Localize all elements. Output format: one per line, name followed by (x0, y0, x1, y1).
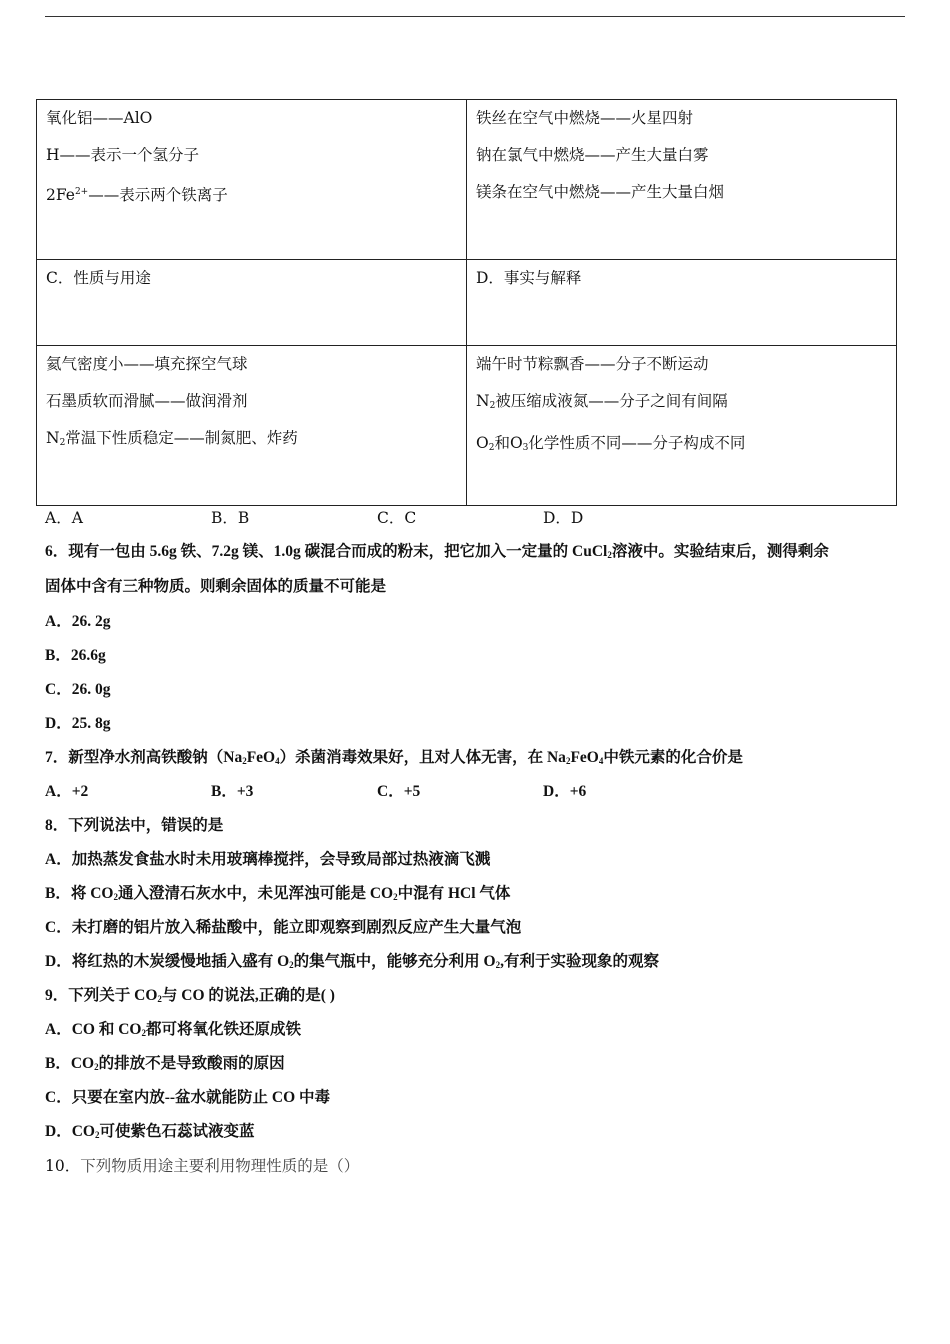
cell-c-header: C．性质与用途 (37, 260, 467, 346)
q6-option-c[interactable]: C．26. 0g (45, 681, 111, 698)
question-5-table (36, 99, 897, 506)
q7-option-b[interactable]: B．+3 (211, 783, 254, 800)
q6-stem-line1: 6．现有一包由 5.6g 铁、7.2g 镁、1.0g 碳混合而成的粉末，把它加入一定量的 CuCl$_2$溶液中。实验结束后，测得剩余 (45, 543, 829, 560)
cell-d-explanations: 端午时节粽飘香——分子不断运动 $N_2$被压缩成液氮——分子之间有间隔 $O_2$和$O_3$化学性质不同——分子构成不同 (467, 346, 897, 506)
q9-option-a[interactable]: A．CO 和 $CO_2$都可将氧化铁还原成铁 (45, 1021, 301, 1038)
option-a[interactable]: A．A (45, 509, 83, 527)
option-d[interactable]: D．D (543, 509, 584, 527)
q9-option-c[interactable]: C．只要在室内放--盆水就能防止 CO 中毒 (45, 1089, 331, 1106)
q8-option-d[interactable]: D．将红热的木炭缓慢地插入盛有 $O_2$的集气瓶中，能够充分利用 $O_2$,有利于实验现象的观察 (45, 953, 659, 970)
cell-b-phenomena: 铁丝在空气中燃烧——火星四射 钠在氯气中燃烧——产生大量白雾 镁条在空气中燃烧——产生大量白烟 (467, 100, 897, 260)
q6-option-b[interactable]: B．26.6g (45, 647, 106, 664)
cell-d-header: D．事实与解释 (467, 260, 897, 346)
q8-option-c[interactable]: C．未打磨的铝片放入稀盐酸中，能立即观察到剧烈反应产生大量气泡 (45, 919, 522, 936)
q8-stem: 8．下列说法中，错误的是 (45, 817, 224, 834)
q9-option-d[interactable]: D．$CO_2$可使紫色石蕊试液变蓝 (45, 1123, 255, 1140)
q7-option-a[interactable]: A．+2 (45, 783, 89, 800)
q10-stem: 10．下列物质用途主要利用物理性质的是（） (45, 1157, 360, 1175)
q7-options (45, 781, 709, 803)
q5-options (45, 507, 709, 529)
q8-option-b[interactable]: B．将 $CO_2$通入澄清石灰水中，未见浑浊可能是 $CO_2$中混有 HCl 气体 (45, 885, 511, 902)
q9-option-b[interactable]: B．$CO_2$的排放不是导致酸雨的原因 (45, 1055, 285, 1072)
q9-stem: 9．下列关于 $CO_2$与 CO 的说法,正确的是( ) (45, 987, 335, 1004)
header-rule (45, 16, 905, 17)
q8-option-a[interactable]: A．加热蒸发食盐水时未用玻璃棒搅拌，会导致局部过热液滴飞溅 (45, 851, 491, 868)
q7-option-d[interactable]: D．+6 (543, 783, 587, 800)
option-c[interactable]: C．C (377, 509, 417, 527)
option-b[interactable]: B．B (211, 509, 250, 527)
q6-stem-line2: 固体中含有三种物质。则剩余固体的质量不可能是 (45, 578, 387, 595)
q7-option-c[interactable]: C．+5 (377, 783, 421, 800)
q6-option-a[interactable]: A．26. 2g (45, 613, 111, 630)
q7-stem: 7．新型净水剂高铁酸钠$(Na_2FeO_4)$杀菌消毒效果好，且对人体无害，在 $Na_2FeO_4$中铁元素的化合价是 (45, 749, 743, 766)
cell-a-symbols: 氧化铝——AlO H——表示一个氢分子 $2Fe^{2+}——$表示两个铁离子 (37, 100, 467, 260)
q6-option-d[interactable]: D．25. 8g (45, 715, 111, 732)
cell-c-properties: 氦气密度小——填充探空气球 石墨质软而滑腻——做润滑剂 $N_2$常温下性质稳定——制氮肥、炸药 (37, 346, 467, 506)
